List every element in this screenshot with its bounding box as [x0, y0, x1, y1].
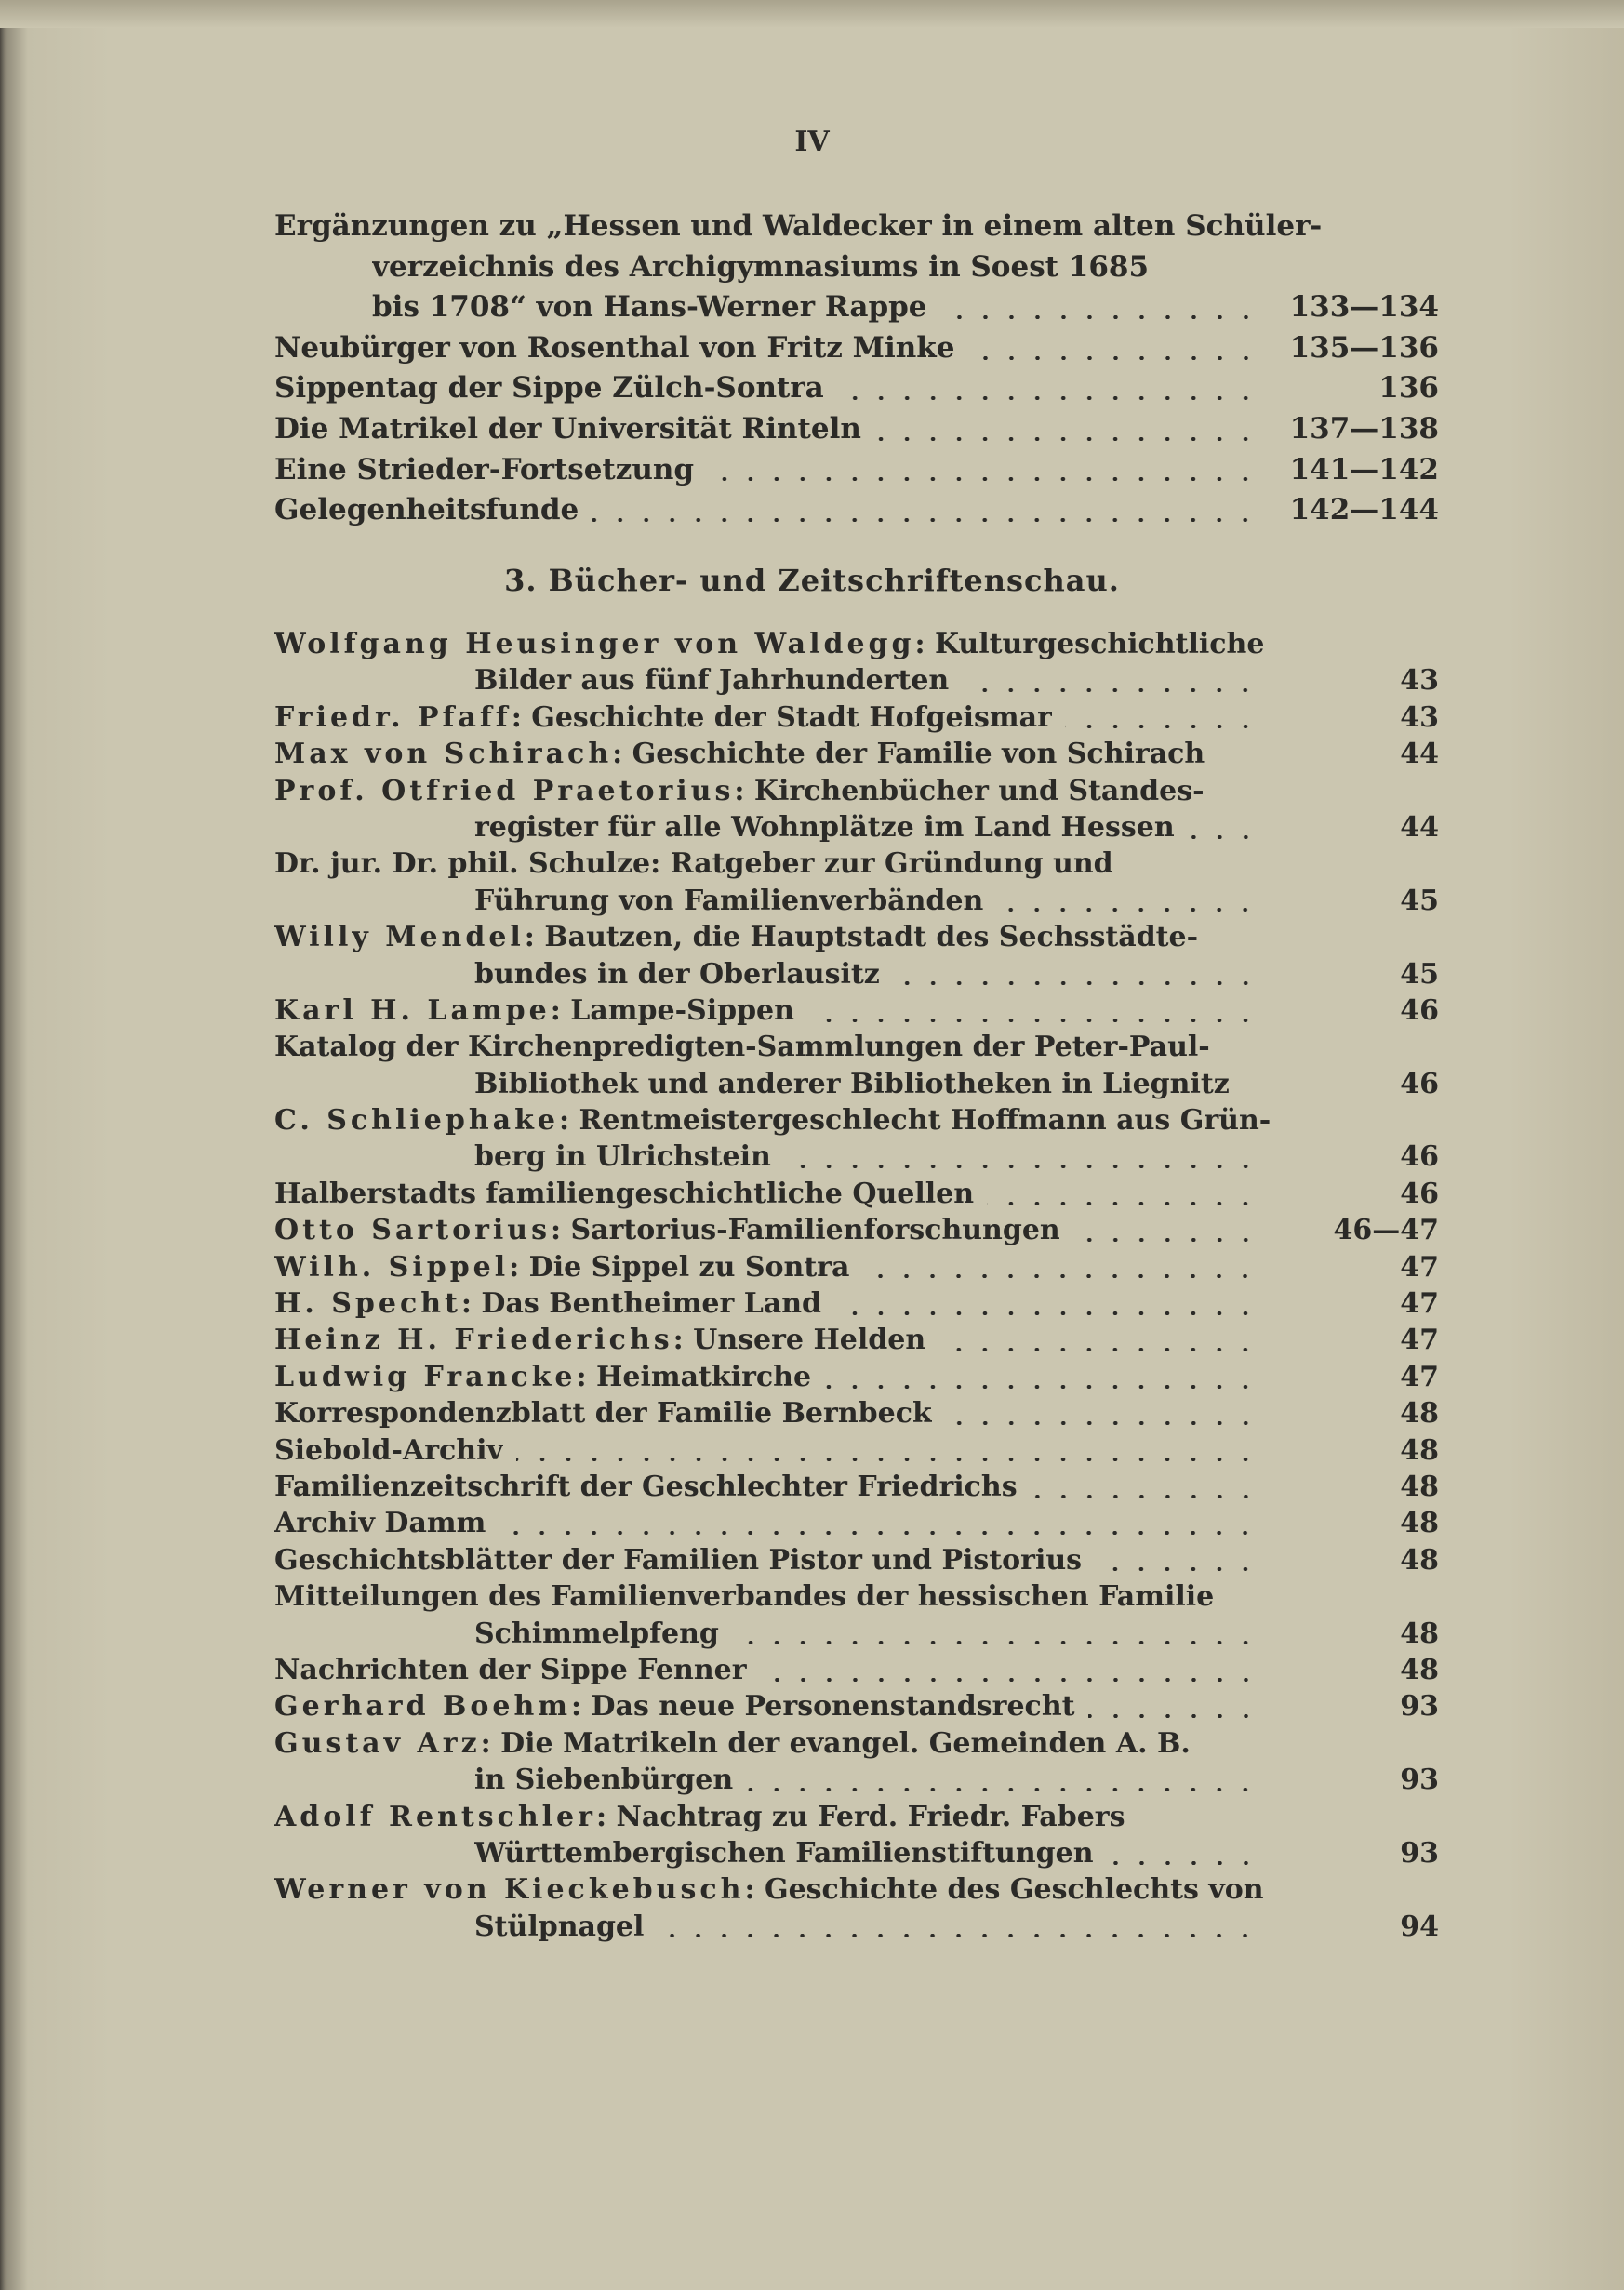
- toc-line: [274, 1799, 1439, 1835]
- entry-title: Archiv Damm: [274, 1507, 486, 1540]
- entry-title: : Nachtrag zu Ferd. Friedr. Fabers: [595, 1800, 1125, 1833]
- entry-author: Friedr. Pfaff: [274, 700, 512, 734]
- dot-leader: [657, 1934, 1258, 1937]
- toc-line: [274, 883, 1439, 919]
- entry-text: [274, 1799, 1125, 1835]
- toc-entry: [274, 1725, 1439, 1799]
- toc-entry: [274, 1799, 1439, 1872]
- entry-text: [474, 809, 1175, 845]
- entry-text: [274, 1688, 1075, 1724]
- entry-title: Neubürger von Rosenthal von Fritz Minke: [274, 330, 955, 365]
- entry-author: Prof. Otfried Praetorius: [274, 774, 735, 807]
- toc-line: [274, 1725, 1439, 1762]
- entry-text: [274, 919, 1198, 955]
- entry-text: [274, 699, 1052, 736]
- entry-pages: 43: [1400, 700, 1439, 734]
- entry-title: Dr. jur. Dr. phil. Schulze: Ratgeber zur Gründung und: [274, 847, 1113, 881]
- entry-author: Otto Sartorius: [274, 1214, 551, 1247]
- toc-line: [274, 1909, 1439, 1945]
- entry-text: [274, 773, 1205, 809]
- entry-title: Bilder aus fünf Jahrhunderten: [474, 664, 950, 698]
- entry-author: Wolfgang Heusinger von Waldegg: [274, 628, 915, 660]
- dot-leader: [807, 1019, 1258, 1022]
- dot-leader: [784, 1165, 1258, 1168]
- dot-leader: [499, 1531, 1258, 1535]
- toc-entry: [274, 1469, 1439, 1505]
- toc-entry: [274, 1688, 1439, 1724]
- entry-author: Werner von Kieckebusch: [274, 1873, 745, 1907]
- toc-entry: [274, 992, 1439, 1029]
- entry-title: : Geschichte der Familie von Schirach: [612, 738, 1205, 771]
- entry-text: [274, 992, 794, 1029]
- entry-text: [474, 1066, 1230, 1102]
- dot-leader: [1031, 1495, 1258, 1498]
- entry-text: [274, 1652, 747, 1688]
- toc-line: [274, 1176, 1439, 1212]
- entry-text: [474, 956, 880, 992]
- entry-pages: 137—138: [1289, 411, 1439, 446]
- entry-pages: 46: [1400, 1177, 1439, 1210]
- entry-pages: 47: [1400, 1287, 1439, 1321]
- entry-text: [274, 1176, 974, 1212]
- dot-leader: [1088, 1714, 1259, 1718]
- entry-pages: 44: [1400, 810, 1439, 844]
- entry-text: [274, 845, 1113, 882]
- toc-line: [274, 919, 1439, 955]
- entry-title: berg in Ulrichstein: [474, 1140, 771, 1174]
- entry-text: [274, 368, 824, 409]
- toc-line: [274, 1616, 1439, 1652]
- dot-leader: [824, 1385, 1258, 1389]
- toc-line: [274, 1395, 1439, 1431]
- entry-author: Gerhard Boehm: [274, 1690, 571, 1724]
- toc-line: [274, 1505, 1439, 1541]
- entry-title: : Die Sippel zu Sontra: [509, 1250, 850, 1284]
- toc-line: [274, 1835, 1439, 1871]
- toc-line: [274, 956, 1439, 992]
- entry-pages: 46—47: [1333, 1214, 1439, 1247]
- entry-title: : Kulturgeschichtliche: [914, 628, 1265, 660]
- scan-edge: [0, 0, 1624, 28]
- entry-title: Halberstadts familiengeschichtliche Quellen: [274, 1177, 975, 1210]
- entry-pages: 93: [1400, 1764, 1439, 1797]
- entry-title: : Geschichte der Stadt Hofgeismar: [511, 700, 1052, 734]
- dot-leader: [1073, 1238, 1258, 1242]
- toc-line: [274, 328, 1439, 369]
- entry-title: : Rentmeistergeschlecht Hoffmann aus Grün-: [558, 1104, 1271, 1138]
- dot-leader: [732, 1641, 1258, 1644]
- page-number: IV: [794, 126, 830, 158]
- entry-title: Eine Strieder-Fortsetzung: [274, 452, 695, 486]
- entry-author: Max von Schirach: [274, 738, 613, 771]
- toc-line: [274, 490, 1439, 531]
- entry-title: Stülpnagel: [474, 1910, 645, 1943]
- entry-pages: 47: [1400, 1250, 1439, 1284]
- entry-pages: 45: [1400, 884, 1439, 917]
- entry-text: [474, 1138, 771, 1175]
- dot-leader: [1095, 1567, 1258, 1571]
- entry-pages: 46: [1400, 993, 1439, 1027]
- toc-entry: [274, 1359, 1439, 1395]
- dot-leader: [516, 1458, 1258, 1461]
- entry-title: : Die Matrikeln der evangel. Gemeinden A. B.: [480, 1726, 1191, 1760]
- toc-line: [274, 1688, 1439, 1724]
- toc-line: [274, 1432, 1439, 1469]
- entry-pages: 44: [1400, 738, 1439, 771]
- toc-line: [274, 450, 1439, 491]
- toc-line: [274, 409, 1439, 450]
- toc-entry: [274, 699, 1439, 736]
- dot-leader: [968, 356, 1259, 360]
- toc-entry: [274, 773, 1439, 846]
- entry-pages: 43: [1400, 664, 1439, 698]
- toc-line: [274, 1285, 1439, 1322]
- toc-line: [274, 699, 1439, 736]
- entry-text: [274, 1285, 821, 1322]
- toc-line: [274, 662, 1439, 699]
- toc-entry: [274, 919, 1439, 992]
- entry-pages: 48: [1400, 1543, 1439, 1577]
- entry-title: Führung von Familienverbänden: [474, 884, 984, 917]
- entry-text: [274, 450, 694, 491]
- toc-entry: [274, 626, 1439, 699]
- entry-title: in Siebenbürgen: [474, 1764, 734, 1797]
- entry-text: [274, 1505, 486, 1541]
- entry-title: : Das Bentheimer Land: [460, 1287, 822, 1321]
- entry-text: [274, 736, 1205, 772]
- entry-title: : Unsere Helden: [672, 1324, 926, 1357]
- toc-line: [274, 1578, 1439, 1615]
- toc-line: [274, 1322, 1439, 1358]
- dot-leader: [996, 908, 1258, 912]
- toc-entry: [274, 1029, 1439, 1102]
- entry-text: [274, 1469, 1018, 1505]
- dot-leader: [837, 396, 1258, 400]
- toc-entry: [274, 1871, 1439, 1945]
- toc-line: [274, 1102, 1439, 1138]
- toc-line: [274, 1762, 1439, 1798]
- toc-line: [274, 368, 1439, 409]
- entry-text: [274, 1395, 932, 1431]
- entry-author: Gustav Arz: [274, 1726, 481, 1760]
- entry-text: [474, 1835, 1094, 1871]
- toc-line: [274, 626, 1439, 662]
- dot-leader: [1188, 835, 1258, 839]
- toc-entry: [274, 328, 1439, 369]
- entry-title: bis 1708“ von Hans-Werner Rappe: [372, 290, 927, 325]
- entry-title: register für alle Wohnplätze im Land Hessen: [474, 810, 1175, 844]
- dot-leader: [707, 477, 1258, 481]
- entry-author: Willy Mendel: [274, 921, 525, 954]
- entry-text: [474, 1616, 719, 1652]
- entry-author: Heinz H. Friederichs: [274, 1324, 673, 1357]
- entry-text: [274, 1578, 1214, 1615]
- toc-line: [274, 1029, 1439, 1065]
- entry-title: Korrespondenzblatt der Familie Bernbeck: [274, 1397, 932, 1431]
- entry-pages: 136: [1378, 371, 1439, 406]
- toc-entry: [274, 490, 1439, 531]
- entry-author: C. Schliephake: [274, 1104, 559, 1138]
- entry-title: Geschichtsblätter der Familien Pistor und Pistorius: [274, 1543, 1083, 1577]
- toc-entry: [274, 1578, 1439, 1652]
- entry-pages: 142—144: [1289, 493, 1439, 527]
- toc-line: [274, 1542, 1439, 1578]
- entry-title: bundes in der Oberlausitz: [474, 957, 880, 991]
- entry-title: Mitteilungen des Familienverbandes der hessischen Familie: [274, 1580, 1215, 1614]
- toc-entry: [274, 1652, 1439, 1688]
- toc-entry: [274, 1102, 1439, 1176]
- toc-line: [274, 1469, 1439, 1505]
- toc-entry: [274, 845, 1439, 919]
- toc-line: [274, 736, 1439, 772]
- dot-leader: [874, 437, 1258, 441]
- toc-line: [274, 809, 1439, 845]
- toc-entry: [274, 1542, 1439, 1578]
- entry-pages: 48: [1400, 1433, 1439, 1467]
- dot-leader: [1107, 1861, 1258, 1865]
- entry-title: Württembergischen Familienstiftungen: [474, 1836, 1094, 1870]
- toc-section-reviews: [274, 626, 1439, 1945]
- entry-author: Adolf Rentschler: [274, 1800, 596, 1833]
- toc-line: [274, 1138, 1439, 1175]
- entry-text: [274, 1102, 1271, 1138]
- toc-line: [274, 845, 1439, 882]
- entry-text: [372, 287, 927, 328]
- entry-text: [474, 883, 983, 919]
- entry-title: : Sartorius-Familienforschungen: [550, 1214, 1060, 1247]
- entry-text: [474, 1762, 733, 1798]
- entry-author: Karl H. Lampe: [274, 993, 551, 1027]
- entry-author: Wilh. Sippel: [274, 1250, 510, 1284]
- entry-text: [274, 490, 579, 531]
- entry-title: : Geschichte des Geschlechts von: [744, 1873, 1264, 1907]
- section-heading: 3. Bücher- und Zeitschriftenschau.: [504, 563, 1120, 598]
- toc-entry: [274, 1176, 1439, 1212]
- entry-pages: 48: [1400, 1507, 1439, 1540]
- toc-entry: [274, 206, 1439, 328]
- entry-text: [274, 1542, 1082, 1578]
- dot-leader: [1065, 725, 1258, 728]
- entry-text: [274, 1322, 925, 1358]
- toc-line: [274, 992, 1439, 1029]
- entry-author: H. Specht: [274, 1287, 461, 1321]
- toc-line: [274, 1066, 1439, 1102]
- entry-pages: 93: [1400, 1836, 1439, 1870]
- entry-text: [274, 1871, 1264, 1908]
- dot-leader: [938, 1348, 1258, 1351]
- toc-entry: [274, 1249, 1439, 1285]
- dot-leader: [592, 518, 1258, 522]
- toc-line: [274, 206, 1439, 247]
- entry-title: : Kirchenbücher und Standes-: [734, 774, 1205, 807]
- toc-entry: [274, 368, 1439, 409]
- entry-title: : Bautzen, die Hauptstadt des Sechsstädte-: [524, 921, 1199, 954]
- entry-author: Ludwig Francke: [274, 1360, 577, 1393]
- dot-leader: [962, 688, 1258, 692]
- entry-title: Siebold-Archiv: [274, 1433, 503, 1467]
- entry-title: verzeichnis des Archigymnasiums in Soest 1685: [372, 249, 1150, 284]
- entry-pages: 45: [1400, 957, 1439, 991]
- dot-leader: [987, 1202, 1258, 1205]
- entry-text: [274, 328, 955, 369]
- entry-title: Schimmelpfeng: [474, 1617, 719, 1650]
- entry-title: : Heimatkirche: [576, 1360, 812, 1393]
- toc-entry: [274, 1395, 1439, 1431]
- entry-text: [274, 206, 1322, 247]
- dot-leader: [945, 1421, 1258, 1425]
- entry-title: Katalog der Kirchenpredigten-Sammlungen der Peter-Paul-: [274, 1031, 1210, 1064]
- entry-title: Ergänzungen zu „Hessen und Waldecker in einem alten Schüler-: [274, 209, 1323, 243]
- entry-title: : Das neue Personenstandsrecht: [571, 1690, 1075, 1724]
- entry-text: [274, 1725, 1191, 1762]
- toc-entry: [274, 1322, 1439, 1358]
- entry-pages: 48: [1400, 1397, 1439, 1431]
- toc-entry: [274, 1285, 1439, 1322]
- toc-line: [274, 773, 1439, 809]
- entry-pages: 94: [1400, 1910, 1439, 1943]
- toc-entry: [274, 450, 1439, 491]
- toc-line: [274, 287, 1439, 328]
- entry-pages: 133—134: [1289, 290, 1439, 325]
- entry-title: Sippentag der Sippe Zülch-Sontra: [274, 371, 824, 406]
- entry-title: Nachrichten der Sippe Fenner: [274, 1653, 747, 1686]
- entry-text: [474, 1909, 644, 1945]
- entry-pages: 47: [1400, 1324, 1439, 1357]
- entry-pages: 48: [1400, 1653, 1439, 1686]
- entry-text: [372, 247, 1149, 288]
- toc-entry: [274, 1212, 1439, 1248]
- entry-title: Gelegenheitsfunde: [274, 493, 579, 527]
- entry-text: [274, 1432, 503, 1469]
- dot-leader: [834, 1311, 1258, 1315]
- entry-pages: 48: [1400, 1470, 1439, 1503]
- entry-title: Die Matrikel der Universität Rinteln: [274, 411, 861, 446]
- toc-line: [274, 1652, 1439, 1688]
- entry-pages: 141—142: [1289, 452, 1439, 486]
- entry-text: [474, 662, 949, 699]
- toc-line: [274, 1871, 1439, 1908]
- entry-text: [274, 1212, 1060, 1248]
- entry-title: Familienzeitschrift der Geschlechter Friedrichs: [274, 1470, 1018, 1503]
- entry-pages: 47: [1400, 1360, 1439, 1393]
- dot-leader: [862, 1274, 1258, 1278]
- entry-text: [274, 1029, 1210, 1065]
- toc-section-contributions: [274, 206, 1439, 531]
- entry-pages: 46: [1400, 1140, 1439, 1174]
- entry-pages: 135—136: [1289, 330, 1439, 365]
- entry-text: [274, 1359, 811, 1395]
- toc-line: [274, 1249, 1439, 1285]
- dot-leader: [746, 1788, 1258, 1791]
- entry-pages: 46: [1400, 1067, 1439, 1100]
- entry-pages: 93: [1400, 1690, 1439, 1724]
- entry-title: Bibliothek und anderer Bibliotheken in Liegnitz: [474, 1067, 1230, 1100]
- entry-text: [274, 1249, 849, 1285]
- toc-entry: [274, 736, 1439, 772]
- entry-title: : Lampe-Sippen: [550, 993, 794, 1027]
- dot-leader: [893, 981, 1258, 985]
- toc-entry: [274, 1432, 1439, 1469]
- entry-text: [274, 409, 861, 450]
- toc-line: [274, 247, 1439, 288]
- toc-line: [274, 1212, 1439, 1248]
- entry-pages: 48: [1400, 1617, 1439, 1650]
- toc-entry: [274, 1505, 1439, 1541]
- entry-text: [274, 626, 1264, 662]
- toc-entry: [274, 409, 1439, 450]
- dot-leader: [760, 1678, 1258, 1682]
- toc-line: [274, 1359, 1439, 1395]
- dot-leader: [940, 315, 1258, 319]
